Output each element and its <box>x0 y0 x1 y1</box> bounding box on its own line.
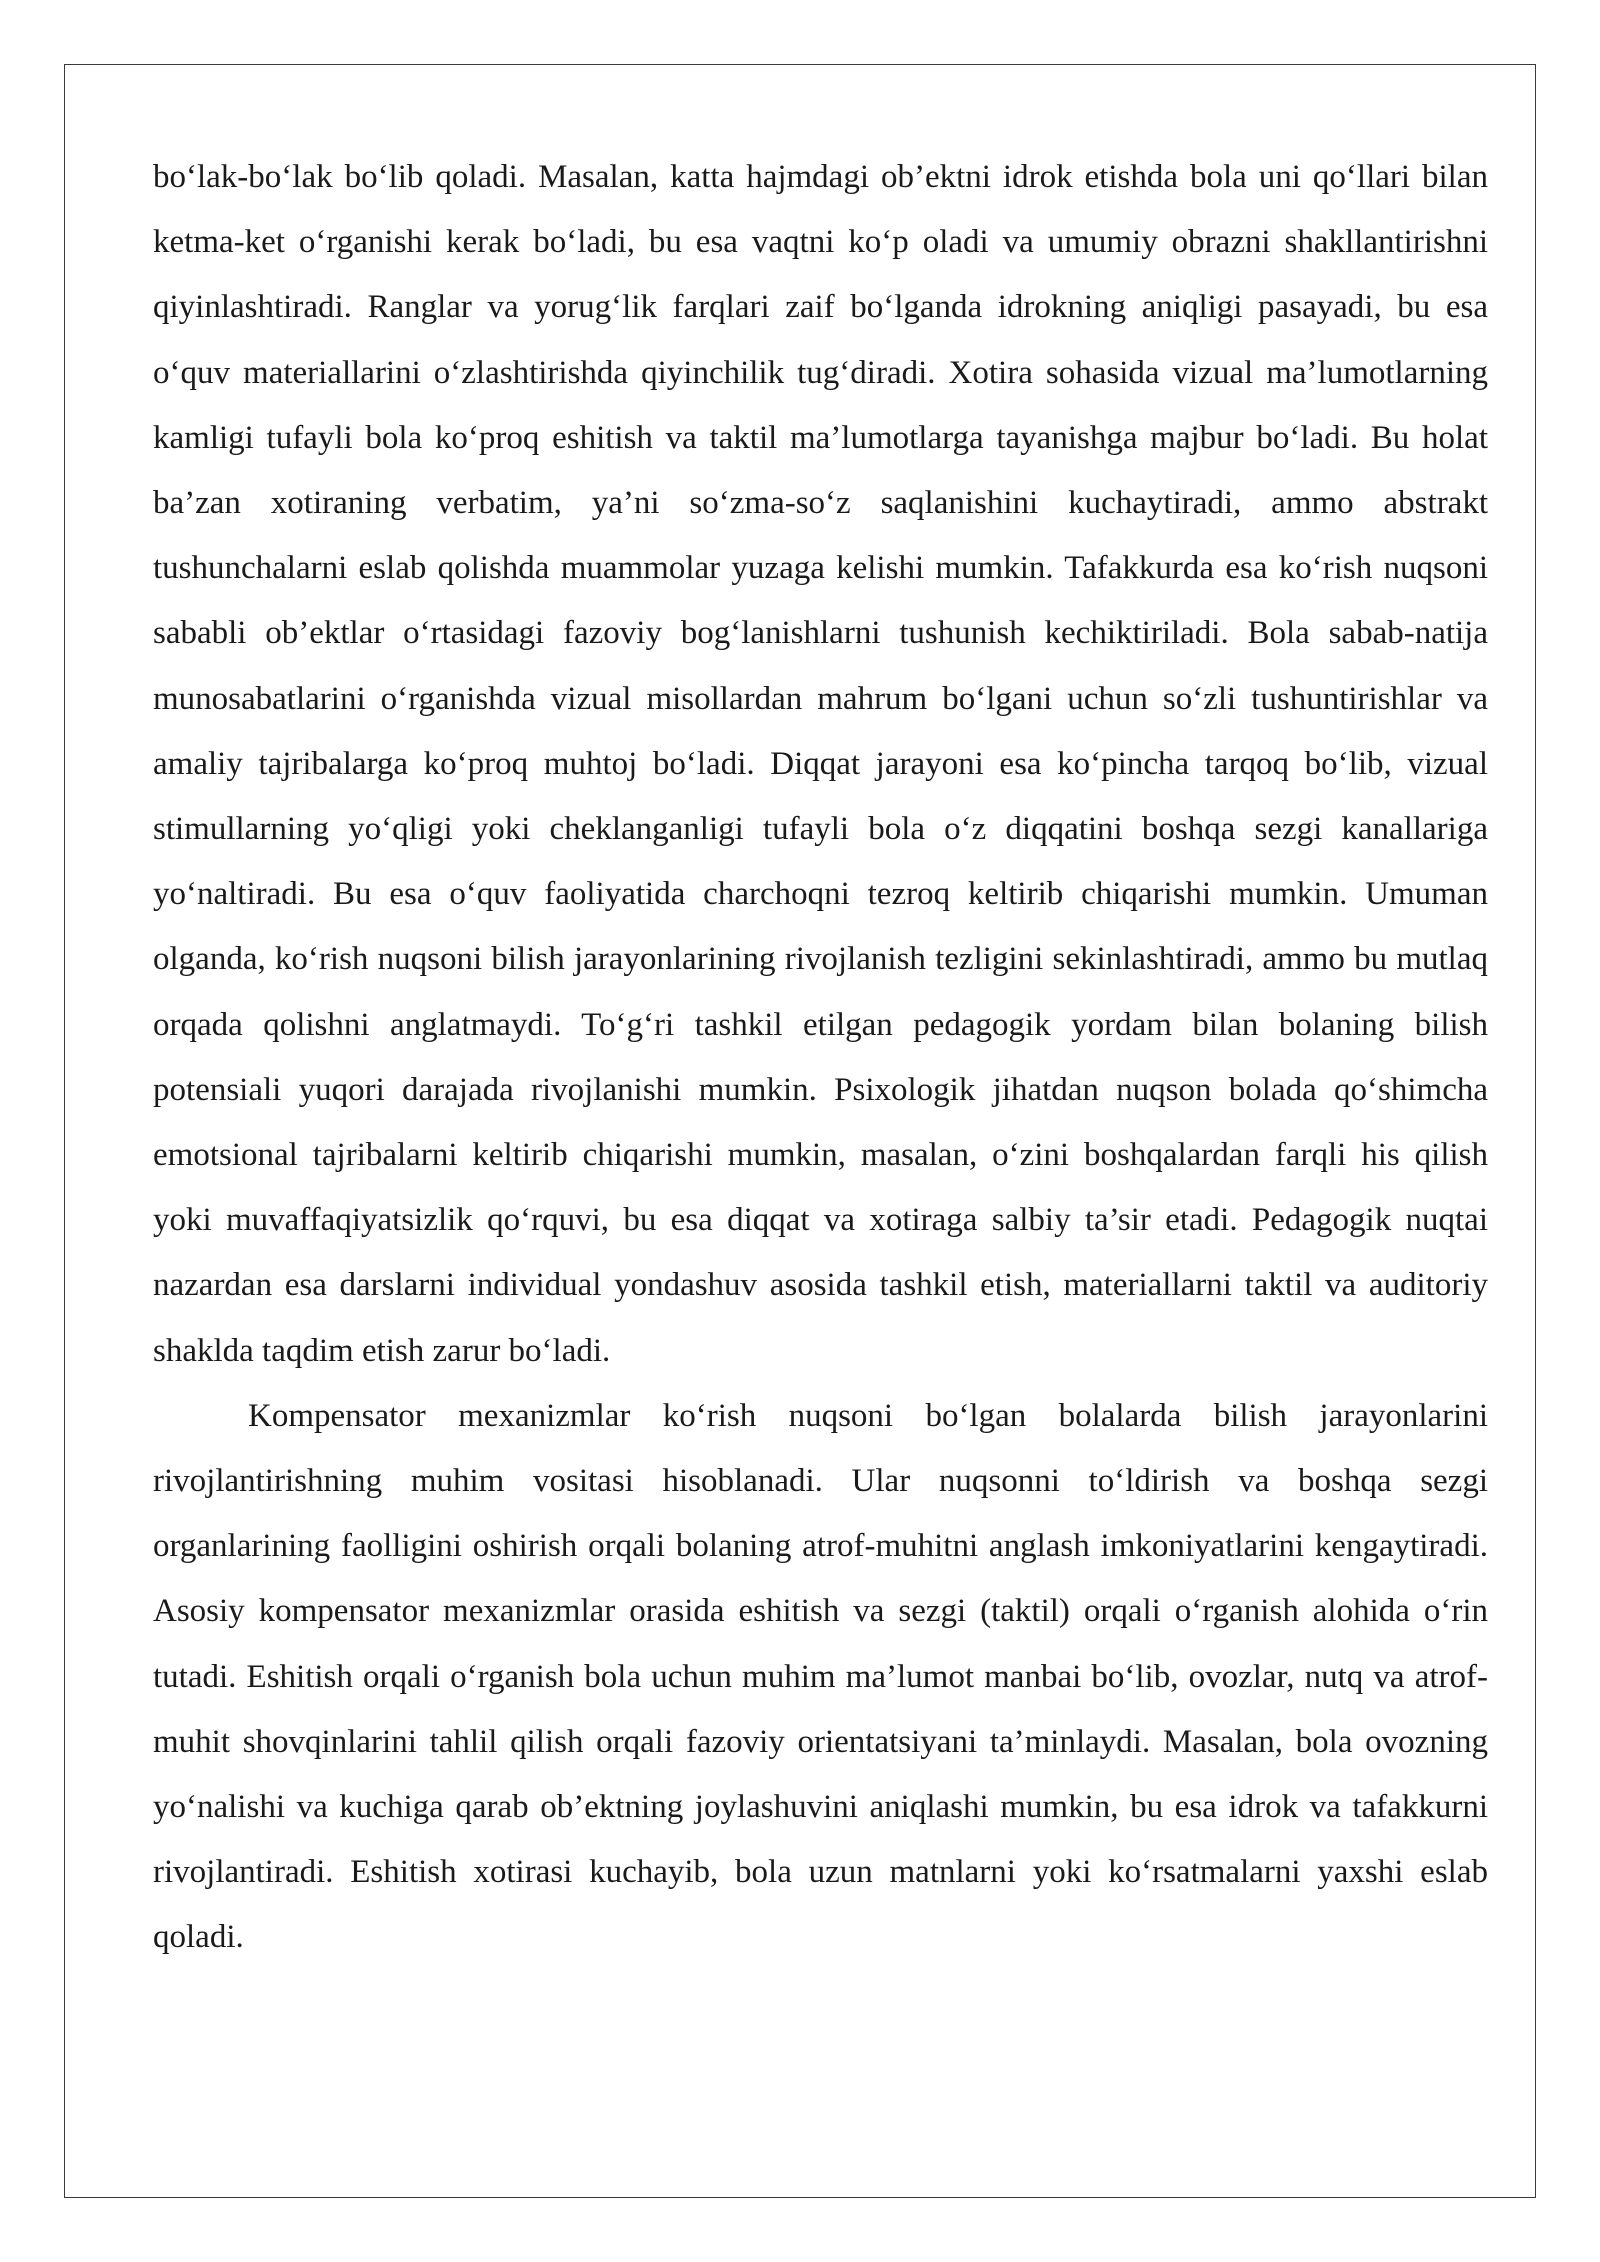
paragraph-2: Kompensator mexanizmlar ko‘rish nuqsoni bo‘lgan bolalarda bilish jarayonlarini rivojlantirishning muhim vositasi hisoblanadi. Ular nuqsonni to‘ldirish va boshqa sezgi organlarining faolligini oshirish orqali bolaning atrof-muhitni anglash imkoniyatlarini kengaytiradi. Asosiy kompensator mexanizmlar orasida eshitish va sezgi (taktil) orqali o‘rganish alohida o‘rin tutadi. Eshitish orqali o‘rganish bola uchun muhim ma’lumot manbai bo‘lib, ovozlar, nutq va atrof-muhit shovqinlarini tahlil qilish orqali fazoviy orientatsiyani ta’minlaydi. Masalan, bola ovozning yo‘nalishi va kuchiga qarab ob’ektning joylashuvini aniqlashi mumkin, bu esa idrok va tafakkurni rivojlantiradi. Eshitish xotirasi kuchayib, bola uzun matnlarni yoki ko‘rsatmalarni yaxshi eslab qoladi. <box>153 1397 1488 1956</box>
paragraph-1: bo‘lak-bo‘lak bo‘lib qoladi. Masalan, katta hajmdagi ob’ektni idrok etishda bola uni qo‘llari bilan ketma-ket o‘rganishi kerak bo‘ladi, bu esa vaqtni ko‘p oladi va umumiy obrazni shakllantirishni qiyinlashtiradi. Ranglar va yorug‘lik farqlari zaif bo‘lganda idrokning aniqligi pasayadi, bu esa o‘quv materiallarini o‘zlashtirishda qiyinchilik tug‘diradi. Xotira sohasida vizual ma’lumotlarning kamligi tufayli bola ko‘proq eshitish va taktil ma’lumotlarga tayanishga majbur bo‘ladi. Bu holat ba’zan xotiraning verbatim, ya’ni so‘zma-so‘z saqlanishini kuchaytiradi, ammo abstrakt tushunchalarni eslab qolishda muammolar yuzaga kelishi mumkin. Tafakkurda esa ko‘rish nuqsoni sababli ob’ektlar o‘rtasidagi fazoviy bog‘lanishlarni tushunish kechiktiriladi. Bola sabab-natija munosabatlarini o‘rganishda vizual misollardan mahrum bo‘lgani uchun so‘zli tushuntirishlar va amaliy tajribalarga ko‘proq muhtoj bo‘ladi. Diqqat jarayoni esa ko‘pincha tarqoq bo‘lib, vizual stimullarning yo‘qligi yoki cheklanganligi tufayli bola o‘z diqqatini boshqa sezgi kanallariga yo‘naltiradi. Bu esa o‘quv faoliyatida charchoqni tezroq keltirib chiqarishi mumkin. Umuman olganda, ko‘rish nuqsoni bilish jarayonlarining rivojlanish tezligini sekinlashtiradi, ammo bu mutlaq orqada qolishni anglatmaydi. To‘g‘ri tashkil etilgan pedagogik yordam bilan bolaning bilish potensiali yuqori darajada rivojlanishi mumkin. Psixologik jihatdan nuqson bolada qo‘shimcha emotsional tajribalarni keltirib chiqarishi mumkin, masalan, o‘zini boshqalardan farqli his qilish yoki muvaffaqiyatsizlik qo‘rquvi, bu esa diqqat va xotiraga salbiy ta’sir etadi. Pedagogik nuqtai nazardan esa darslarni individual yondashuv asosida tashkil etish, materiallarni taktil va auditoriy shaklda taqdim etish zarur bo‘ladi. <box>153 159 1488 1369</box>
document-body <box>153 145 1488 1971</box>
